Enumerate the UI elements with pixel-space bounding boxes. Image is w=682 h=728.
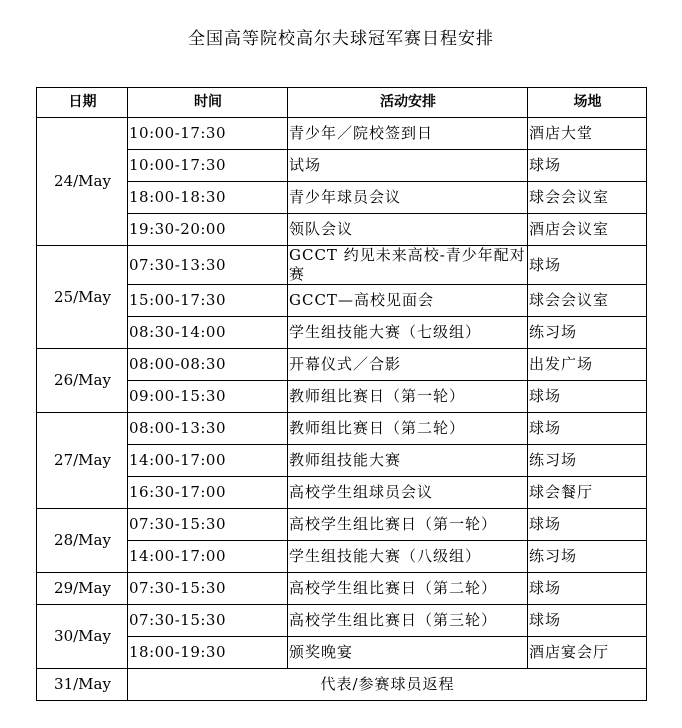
time-cell: 18:00-18:30 [128, 182, 288, 214]
venue-cell: 球会餐厅 [528, 477, 647, 509]
venue-cell: 球场 [528, 150, 647, 182]
activity-cell: 教师组比赛日（第一轮） [288, 381, 528, 413]
table-row [37, 118, 647, 150]
venue-cell: 球场 [528, 573, 647, 605]
activity-cell: 领队会议 [288, 214, 528, 246]
schedule-body [37, 118, 647, 701]
venue-cell: 酒店会议室 [528, 214, 647, 246]
time-cell: 14:00-17:00 [128, 541, 288, 573]
venue-cell: 练习场 [528, 541, 647, 573]
header-activity: 活动安排 [288, 88, 528, 118]
table-row [37, 509, 647, 541]
header-row [37, 88, 647, 118]
date-cell: 26/May [37, 349, 128, 413]
date-cell: 27/May [37, 413, 128, 509]
time-cell: 14:00-17:00 [128, 445, 288, 477]
table-row [37, 573, 647, 605]
date-cell: 25/May [37, 246, 128, 349]
activity-cell: 试场 [288, 150, 528, 182]
table-row [37, 349, 647, 381]
activity-cell: 学生组技能大赛（七级组） [288, 317, 528, 349]
time-cell: 07:30-15:30 [128, 509, 288, 541]
date-cell: 28/May [37, 509, 128, 573]
activity-cell: 开幕仪式／合影 [288, 349, 528, 381]
venue-cell: 球场 [528, 246, 647, 285]
table-row [37, 413, 647, 445]
final-day-note: 代表/参赛球员返程 [128, 669, 647, 701]
activity-cell: 青少年球员会议 [288, 182, 528, 214]
table-row [37, 541, 647, 573]
table-row [37, 445, 647, 477]
venue-cell: 球会会议室 [528, 285, 647, 317]
time-cell: 08:00-08:30 [128, 349, 288, 381]
activity-cell: 青少年／院校签到日 [288, 118, 528, 150]
time-cell: 07:30-15:30 [128, 573, 288, 605]
venue-cell: 球场 [528, 381, 647, 413]
venue-cell: 练习场 [528, 317, 647, 349]
header-date: 日期 [37, 88, 128, 118]
table-row [37, 605, 647, 637]
time-cell: 18:00-19:30 [128, 637, 288, 669]
activity-cell: 高校学生组球员会议 [288, 477, 528, 509]
venue-cell: 出发广场 [528, 349, 647, 381]
table-row [37, 381, 647, 413]
activity-cell: GCCT—高校见面会 [288, 285, 528, 317]
venue-cell: 球场 [528, 509, 647, 541]
table-row [37, 317, 647, 349]
date-cell: 31/May [37, 669, 128, 701]
activity-cell: GCCT 约见未来高校-青少年配对赛 [289, 246, 526, 283]
activity-cell: 教师组技能大赛 [288, 445, 528, 477]
venue-cell: 球场 [528, 413, 647, 445]
activity-cell: 高校学生组比赛日（第一轮） [288, 509, 528, 541]
activity-cell: 教师组比赛日（第二轮） [288, 413, 528, 445]
time-cell: 08:30-14:00 [128, 317, 288, 349]
venue-cell: 球会会议室 [528, 182, 647, 214]
table-row [37, 637, 647, 669]
time-cell: 10:00-17:30 [128, 118, 288, 150]
table-row [37, 246, 647, 285]
document-title: 全国高等院校高尔夫球冠军赛日程安排 [188, 29, 494, 49]
time-cell: 19:30-20:00 [128, 214, 288, 246]
venue-cell: 练习场 [528, 445, 647, 477]
date-cell: 29/May [37, 573, 128, 605]
time-cell: 07:30-15:30 [128, 605, 288, 637]
activity-cell: 高校学生组比赛日（第三轮） [288, 605, 528, 637]
time-cell: 16:30-17:00 [128, 477, 288, 509]
final-day-row [37, 669, 647, 701]
table-row [37, 150, 647, 182]
date-cell: 30/May [37, 605, 128, 669]
venue-cell: 球场 [528, 605, 647, 637]
table-row [37, 477, 647, 509]
header-venue: 场地 [528, 88, 647, 118]
table-row [37, 182, 647, 214]
schedule-table [36, 87, 647, 701]
date-cell: 24/May [37, 118, 128, 246]
time-cell: 10:00-17:30 [128, 150, 288, 182]
time-cell: 07:30-13:30 [128, 246, 288, 285]
header-time: 时间 [128, 88, 288, 118]
activity-cell: 高校学生组比赛日（第二轮） [288, 573, 528, 605]
time-cell: 15:00-17:30 [128, 285, 288, 317]
venue-cell: 酒店大堂 [528, 118, 647, 150]
table-row [37, 285, 647, 317]
time-cell: 09:00-15:30 [128, 381, 288, 413]
table-row [37, 214, 647, 246]
venue-cell: 酒店宴会厅 [528, 637, 647, 669]
activity-cell: 学生组技能大赛（八级组） [288, 541, 528, 573]
activity-cell: 颁奖晚宴 [288, 637, 528, 669]
time-cell: 08:00-13:30 [128, 413, 288, 445]
